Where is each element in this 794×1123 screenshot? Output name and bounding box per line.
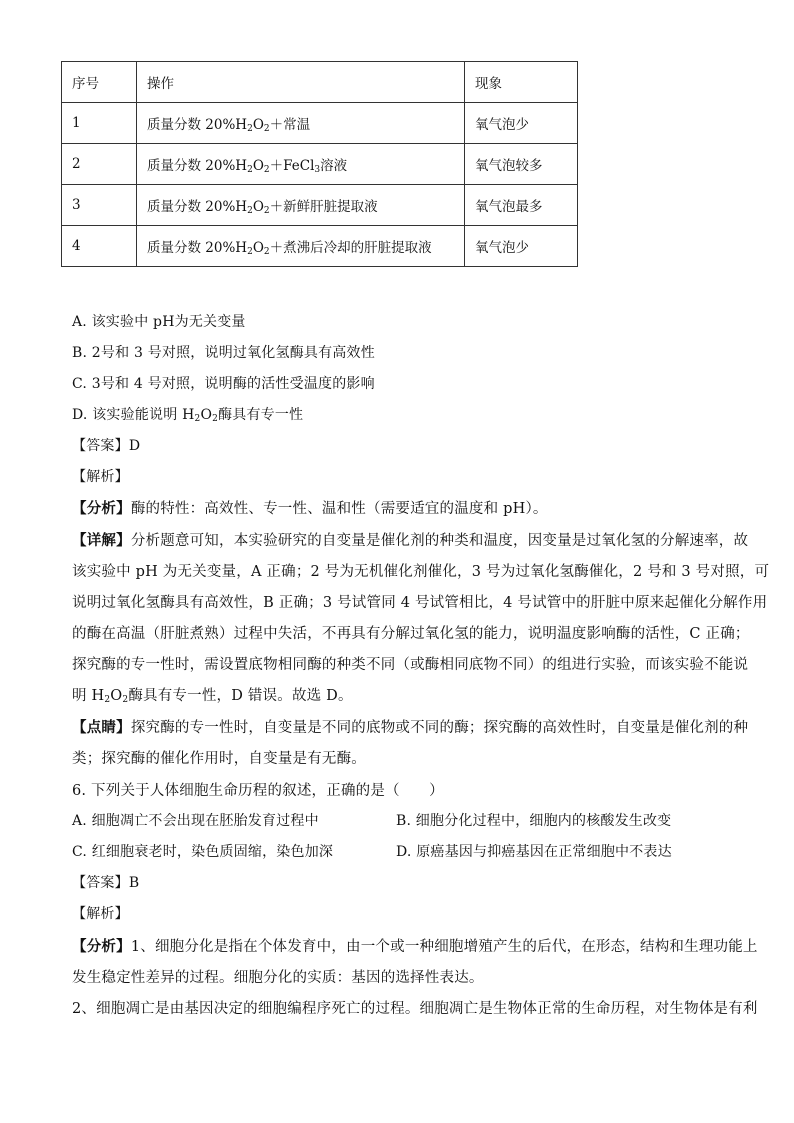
fenxi-tag: 【分析】 xyxy=(72,938,131,955)
row-number: 2 xyxy=(62,144,137,185)
q6-options-row-2 xyxy=(72,841,722,861)
q5-detail-line-1: 【详解】分析题意可知，本实验研究的自变量是催化剂的种类和温度，因变量是过氧化氢的分解速率，故 xyxy=(72,532,749,549)
q6-fenxi-line-2: 发生稳定性差异的过程。细胞分化的实质：基因的选择性表达。 xyxy=(72,970,484,986)
q5-detail-line-2: 该实验中 pH 为无关变量，A 正确；2 号为无机催化剂催化，3 号为过氧化氢酶催化，2 号和 3 号对照，可 xyxy=(72,564,770,580)
q6-option-c: C. 红细胞衰老时，染色质固缩，染色加深 xyxy=(72,844,334,860)
row-number: 4 xyxy=(62,226,137,267)
q6-analysis-tag: 【解析】 xyxy=(72,906,129,922)
q5-option-c: C. 3号和 4 号对照，说明酶的活性受温度的影响 xyxy=(72,376,375,392)
answer-value: B xyxy=(128,875,140,891)
row-result: 氧气泡少 xyxy=(465,103,578,144)
q5-option-d: D. 该实验能说明 $H_2O_2$酶具有专一性 xyxy=(72,407,304,424)
table-row xyxy=(62,185,578,226)
q5-answer xyxy=(72,435,140,455)
q6-option-a: A. 细胞凋亡不会出现在胚胎发育过程中 xyxy=(72,813,319,829)
q5-analysis-tag: 【解析】 xyxy=(72,469,129,485)
q5-detail-line-6: 明 $H_2O_2$酶具有专一性，D 错误。故选 D。 xyxy=(72,688,353,705)
q6-option-d: D. 原癌基因与抑癌基因在正常细胞中不表达 xyxy=(396,844,672,860)
q6-answer xyxy=(72,872,139,892)
answer-value: D xyxy=(128,438,141,454)
q6-fenxi-line-1: 【分析】1、细胞分化是指在个体发育中，由一个或一种细胞增殖产生的后代，在形态，结构和生理功能上 xyxy=(72,938,758,955)
q6-fenxi-line-3: 2、细胞凋亡是由基因决定的细胞编程序死亡的过程。细胞凋亡是生物体正常的生命历程，对生物体是有利 xyxy=(72,1001,758,1017)
row-number: 1 xyxy=(62,103,137,144)
header-cell-operation: 操作 xyxy=(137,62,465,103)
header-cell-number: 序号 xyxy=(62,62,137,103)
row-operation: 质量分数 $20\%H_2O_2+$常温 xyxy=(137,103,465,144)
dianjing-tag: 【点睛】 xyxy=(72,719,131,736)
answer-tag: 【答案】 xyxy=(72,438,129,454)
row-result: 氧气泡最多 xyxy=(465,185,578,226)
table-row xyxy=(62,144,578,185)
q6-stem: 6. 下列关于人体细胞生命历程的叙述，正确的是（ ） xyxy=(72,783,444,799)
detail-tag: 【详解】 xyxy=(72,532,131,549)
answer-tag: 【答案】 xyxy=(72,875,129,891)
row-number: 3 xyxy=(62,185,137,226)
q6-options-row-1 xyxy=(72,810,722,830)
q5-dianjing-line-2: 类；探究酶的催化作用时，自变量是有无酶。 xyxy=(72,751,366,767)
header-cell-phenomenon: 现象 xyxy=(465,62,578,103)
table-row xyxy=(62,226,578,267)
row-operation: 质量分数 $20\%H_2O_2+FeCl_3$溶液 xyxy=(137,144,465,185)
q5-option-b: B. 2号和 3 号对照，说明过氧化氢酶具有高效性 xyxy=(72,345,375,361)
q5-option-a: A. 该实验中 pH为无关变量 xyxy=(72,314,246,330)
q5-dianjing-line-1: 【点睛】探究酶的专一性时，自变量是不同的底物或不同的酶；探究酶的高效性时，自变量是催化剂的种 xyxy=(72,719,749,736)
q5-fenxi: 【分析】酶的特性：高效性、专一性、温和性（需要适宜的温度和 pH）。 xyxy=(72,500,548,517)
table-header-row xyxy=(62,62,578,103)
row-operation: 质量分数 $20\%H_2O_2+$新鲜肝脏提取液 xyxy=(137,185,465,226)
q5-detail-line-5: 探究酶的专一性时，需设置底物相同酶的种类不同（或酶相同底物不同）的组进行实验，而该实验不能说 xyxy=(72,657,749,673)
experiment-table xyxy=(61,61,578,267)
fenxi-tag: 【分析】 xyxy=(72,500,131,517)
row-result: 氧气泡较多 xyxy=(465,144,578,185)
q6-option-b: B. 细胞分化过程中，细胞内的核酸发生改变 xyxy=(396,813,672,829)
q5-detail-line-4: 的酶在高温（肝脏煮熟）过程中失活，不再具有分解过氧化氢的能力，说明温度影响酶的活性，C 正确； xyxy=(72,626,750,642)
row-operation: 质量分数 $20\%H_2O_2+$煮沸后冷却的肝脏提取液 xyxy=(137,226,465,267)
q5-detail-line-3: 说明过氧化氢酶具有高效性，B 正确；3 号试管同 4 号试管相比，4 号试管中的肝脏中原来起催化分解作用 xyxy=(72,595,768,611)
row-result: 氧气泡少 xyxy=(465,226,578,267)
table-row xyxy=(62,103,578,144)
